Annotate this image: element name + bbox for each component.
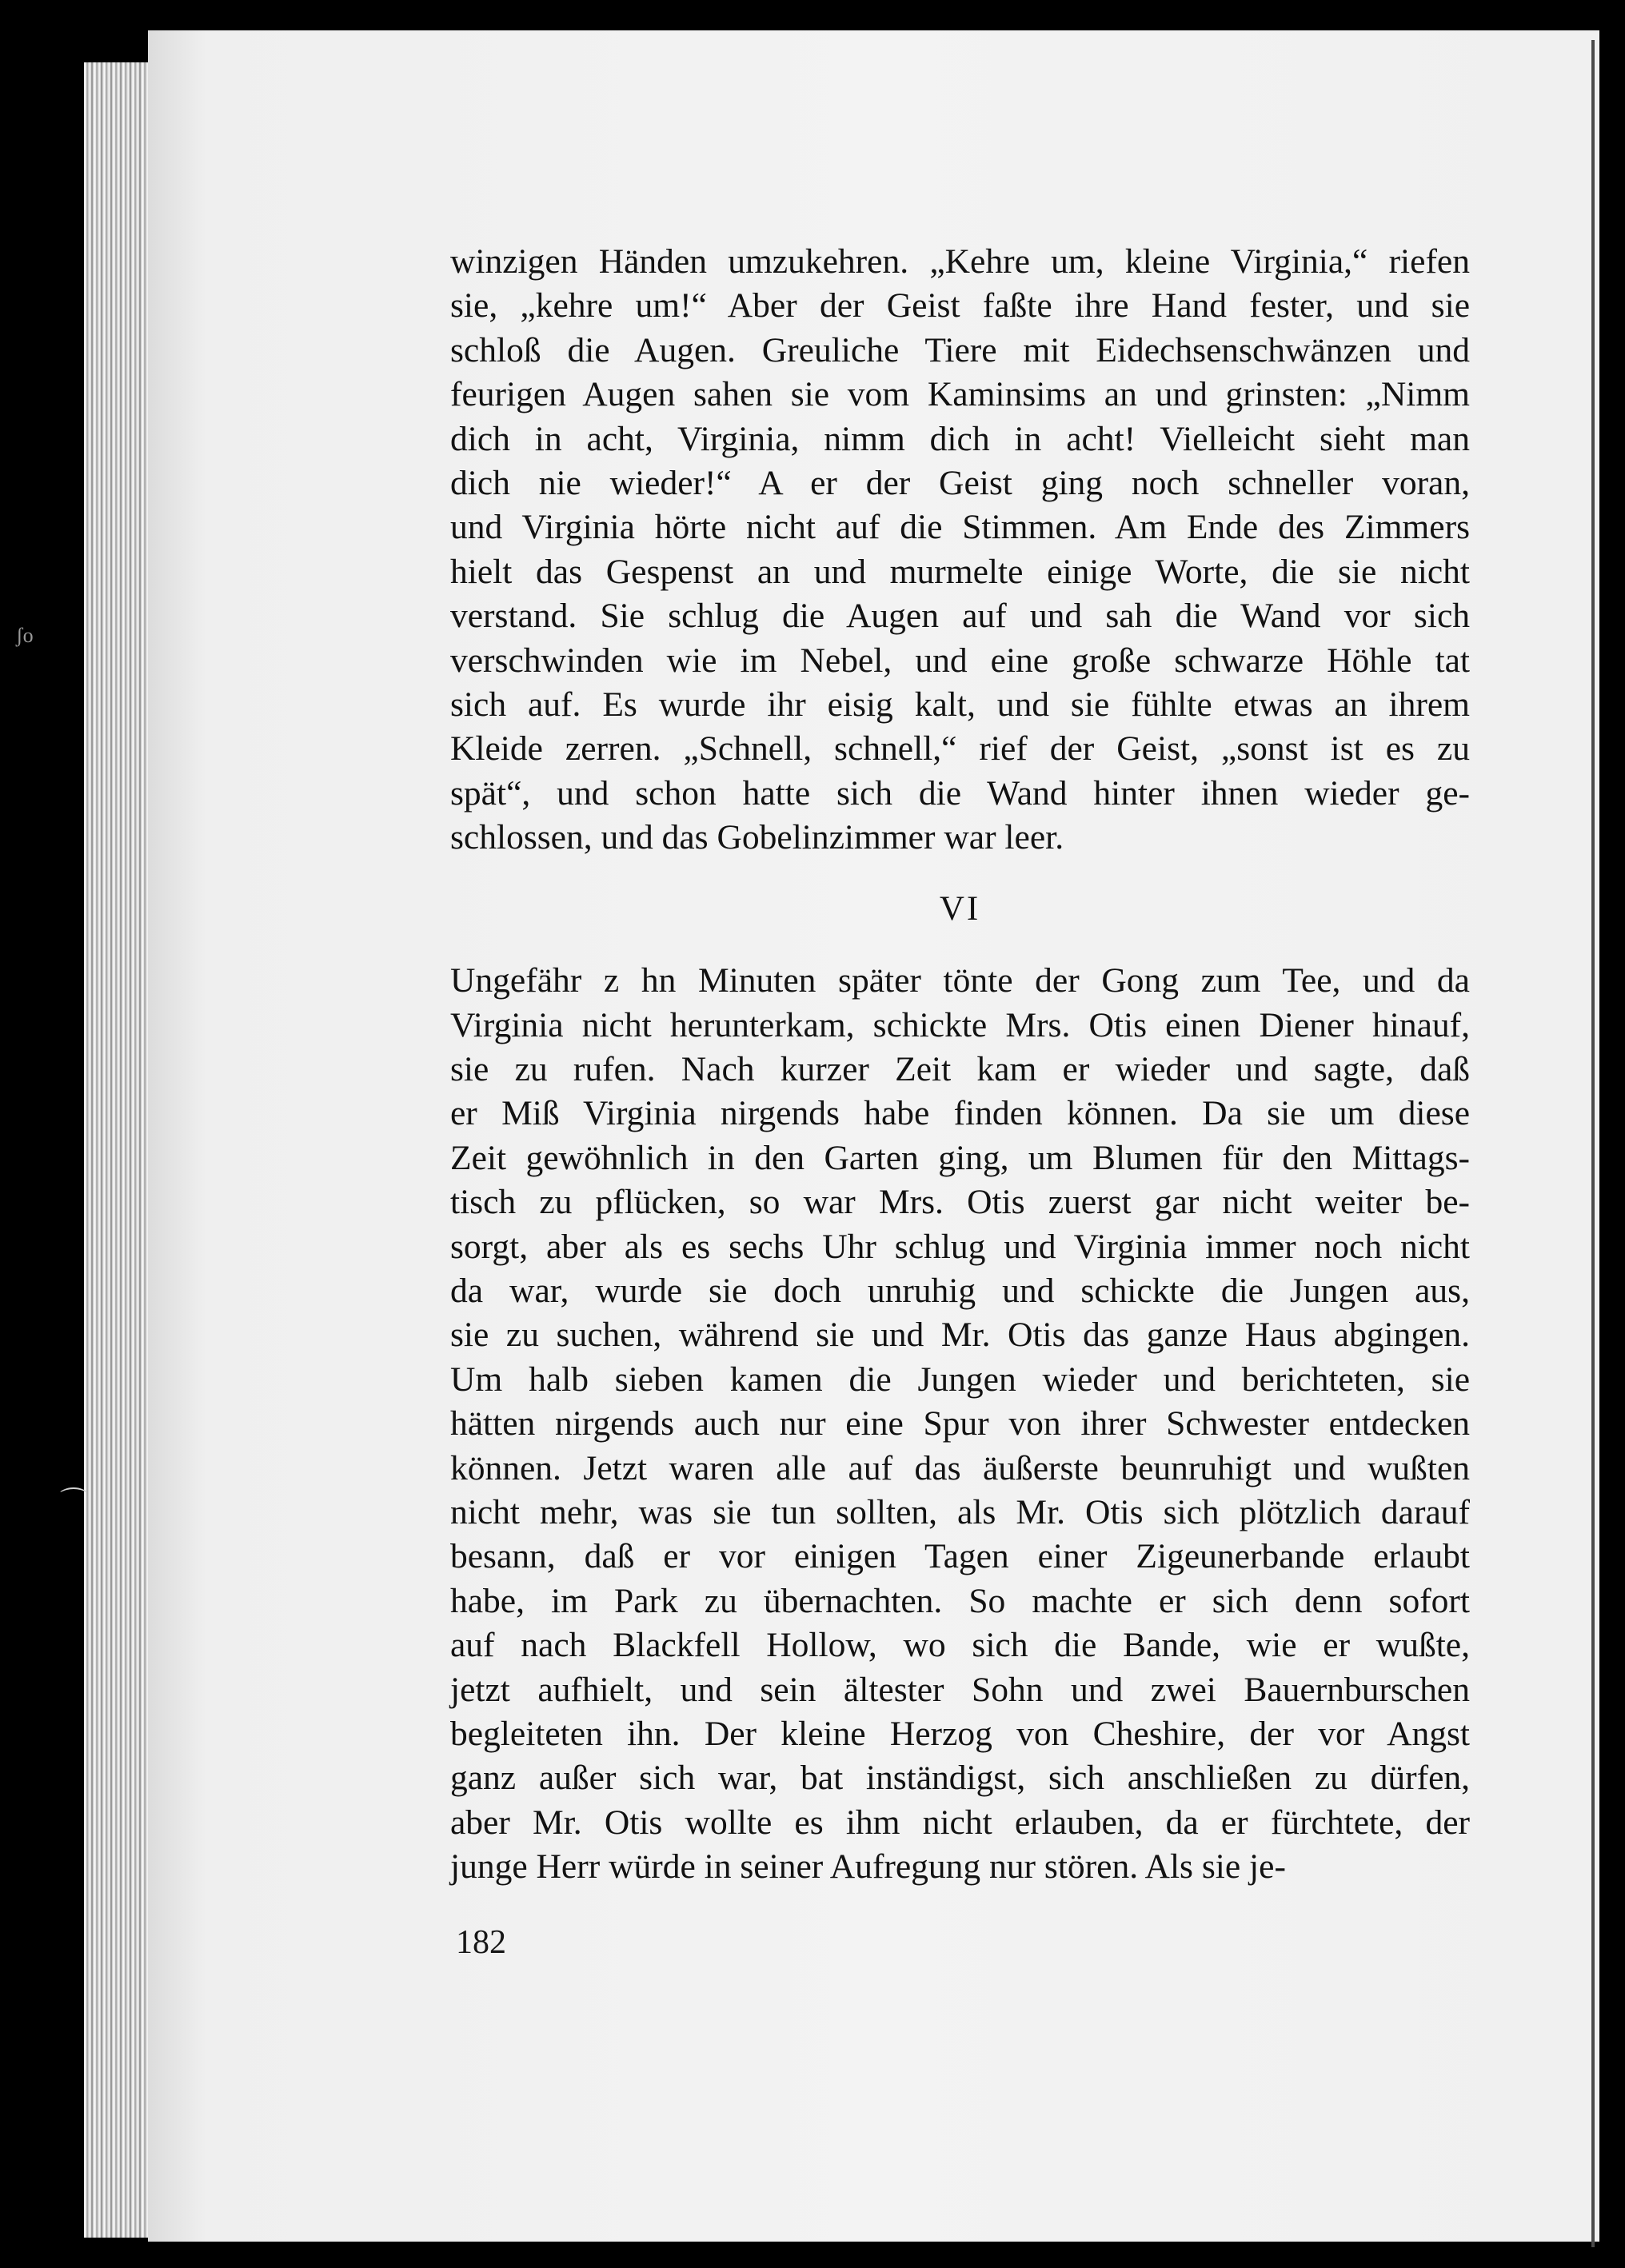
text-line: schloß die Augen. Greuliche Tiere mit Eidechsenschwänzen und: [450, 330, 1470, 369]
paragraph-after-heading: [450, 959, 1470, 1890]
text-line: aber Mr. Otis wollte es ihm nicht erlauben, da er fürchtete, der: [450, 1803, 1470, 1842]
text-line: Kleide zerren. „Schnell, schnell,“ rief der Geist, „sonst ist es zu: [450, 729, 1470, 769]
text-line: Zeit gewöhnlich in den Garten ging, um Blumen für den Mittags-: [450, 1138, 1470, 1177]
text-line: Ungefähr z hn Minuten später tönte der Gong zum Tee, und da: [450, 961, 1470, 1000]
paragraph-before-heading: [450, 240, 1470, 860]
text-line: ganz außer sich war, bat inständigst, sich anschließen zu dürfen,: [450, 1759, 1470, 1798]
text-line: sie zu suchen, während sie und Mr. Otis das ganze Haus abgingen.: [450, 1316, 1470, 1355]
text-line: können. Jetzt waren alle auf das äußerste beunruhigt und wußten: [450, 1448, 1470, 1487]
text-line: hätten nirgends auch nur eine Spur von ihrer Schwester entdecken: [450, 1404, 1470, 1443]
text-line: sorgt, aber als es sechs Uhr schlug und Virginia immer noch nicht: [450, 1227, 1470, 1266]
page-number: 182: [456, 1924, 506, 1961]
text-line: besann, daß er vor einigen Tagen einer Zigeunerbande erlaubt: [450, 1537, 1470, 1576]
text-line: sie zu rufen. Nach kurzer Zeit kam er wieder und sagte, daß: [450, 1049, 1470, 1088]
text-line: jetzt aufhielt, und sein ältester Sohn und zwei Bauernburschen: [450, 1670, 1470, 1709]
text-line: spät“, und schon hatte sich die Wand hinter ihnen wieder ge-: [450, 773, 1470, 813]
text-line: junge Herr würde in seiner Aufregung nur stören. Als sie je-: [450, 1847, 1286, 1887]
text-line: er Miß Virginia nirgends habe finden können. Da sie um diese: [450, 1094, 1470, 1133]
text-line: Virginia nicht herunterkam, schickte Mrs. Otis einen Diener hinauf,: [450, 1005, 1470, 1044]
text-line: auf nach Blackfell Hollow, wo sich die Bande, wie er wußte,: [450, 1626, 1470, 1665]
text-line: dich nie wieder!“ A er der Geist ging noch schneller voran,: [450, 464, 1470, 503]
text-line: Um halb sieben kamen die Jungen wieder und berichteten, sie: [450, 1360, 1470, 1399]
text-line: sie, „kehre um!“ Aber der Geist faßte ihre Hand fester, und sie: [450, 286, 1470, 325]
text-line: nicht mehr, was sie tun sollten, als Mr. Otis sich plötzlich darauf: [450, 1492, 1470, 1531]
text-line: und Virginia hörte nicht auf die Stimmen. Am Ende des Zimmers: [450, 508, 1470, 547]
text-line: verstand. Sie schlug die Augen auf und sah die Wand vor sich: [450, 597, 1470, 636]
text-line: begleiteten ihn. Der kleine Herzog von Cheshire, der vor Angst: [450, 1715, 1470, 1753]
margin-mark: ⌒: [60, 1487, 87, 1517]
text-line: dich in acht, Virginia, nimm dich in acht! Vielleicht sieht man: [450, 419, 1470, 458]
text-line: tisch zu pflücken, so war Mrs. Otis zuerst gar nicht weiter be-: [450, 1183, 1470, 1222]
text-line: verschwinden wie im Nebel, und eine große schwarze Höhle tat: [450, 641, 1470, 680]
gutter-line: [1591, 40, 1595, 2247]
text-line: hielt das Gespenst an und murmelte einige Worte, die sie nicht: [450, 552, 1470, 591]
text-line: sich auf. Es wurde ihr eisig kalt, und sie fühlte etwas an ihrem: [450, 685, 1470, 725]
chapter-heading: VI: [939, 889, 981, 928]
text-line: schlossen, und das Gobelinzimmer war leer.: [450, 818, 1064, 857]
margin-mark: ʃo: [16, 624, 34, 647]
body-text: [450, 240, 1470, 1890]
text-line: feurigen Augen sahen sie vom Kaminsims an und grinsten: „Nimm: [450, 375, 1470, 414]
text-line: da war, wurde sie doch unruhig und schickte die Jungen aus,: [450, 1271, 1470, 1310]
text-line: habe, im Park zu übernachten. So machte er sich denn sofort: [450, 1581, 1470, 1620]
text-line: winzigen Händen umzukehren. „Kehre um, kleine Virginia,“ riefen: [450, 242, 1470, 281]
